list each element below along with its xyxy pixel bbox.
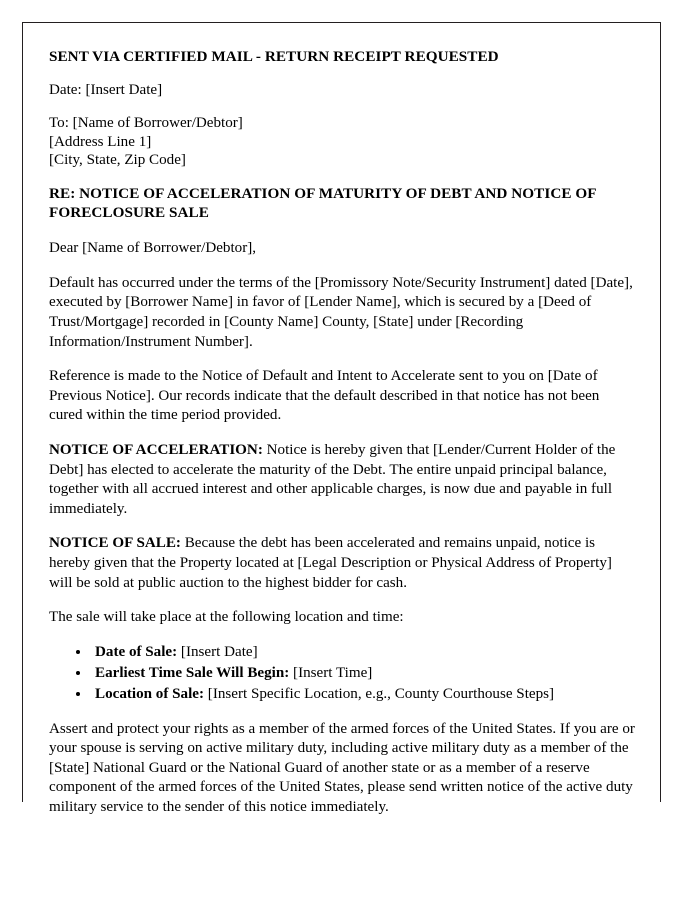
sale-location-intro: The sale will take place at the following location and time: bbox=[49, 609, 404, 626]
recipient-name-line: To: [Name of Borrower/Debtor] bbox=[49, 115, 243, 132]
notice-of-acceleration-body: Notice is hereby given that [Lender/Current Holder of the Debt] has elected to accelerate the maturity of the Debt. The entire unpaid principal balance, together with all accrued interest and other applicable charges, is now due and payable in full immediately. bbox=[49, 441, 616, 517]
location-of-sale-label: Location of Sale: bbox=[95, 685, 205, 702]
notice-of-acceleration-label: NOTICE OF ACCELERATION: bbox=[49, 441, 263, 458]
list-item bbox=[91, 685, 636, 705]
notice-of-sale-label: NOTICE OF SALE: bbox=[49, 535, 181, 552]
notice-of-sale-body: Because the debt has been accelerated and remains unpaid, notice is hereby given that the Property located at [Legal Description or Physical Address of Property] will be sold at public auction to the highest bidder for cash. bbox=[49, 535, 612, 591]
recipient-city-state-zip-line: [City, State, Zip Code] bbox=[49, 152, 186, 169]
date-of-sale-value: [Insert Date] bbox=[177, 643, 258, 660]
paragraph-default-occurred: Default has occurred under the terms of the [Promissory Note/Security Instrument] dated [Date], executed by [Borrower Name] in favor of [Lender Name], which is secured by a [Deed of Trust/Mortgage] recorded in [County Name] County, [State] under [Recording Information/Instrument Number]. bbox=[49, 274, 633, 350]
sale-details-list bbox=[49, 643, 636, 705]
recipient-address-block bbox=[49, 114, 636, 169]
paragraph-military-service-notice: Assert and protect your rights as a member of the armed forces of the United States. If you are or your spouse is serving on active military duty, including active military duty as a member of the [State] National Guard or the National Guard of another state or as a member of a reserve component of the armed forces of the United States, please send written notice of the active duty military service to the sender of this notice immediately. bbox=[49, 720, 635, 816]
list-item bbox=[91, 664, 636, 684]
paragraph-reference-prior-notice: Reference is made to the Notice of Default and Intent to Accelerate sent to you on [Date of Previous Notice]. Our records indicate that the default described in that notice has not been cured within the time period provided. bbox=[49, 368, 600, 424]
location-of-sale-value: [Insert Specific Location, e.g., County Courthouse Steps] bbox=[204, 685, 555, 702]
earliest-time-label: Earliest Time Sale Will Begin: bbox=[95, 664, 290, 681]
earliest-time-value: [Insert Time] bbox=[289, 664, 373, 681]
certified-mail-header: SENT VIA CERTIFIED MAIL - RETURN RECEIPT REQUESTED bbox=[49, 48, 499, 65]
paragraph-notice-of-acceleration bbox=[49, 441, 636, 519]
paragraph-notice-of-sale bbox=[49, 534, 636, 593]
recipient-address-line-1: [Address Line 1] bbox=[49, 133, 152, 150]
salutation: Dear [Name of Borrower/Debtor], bbox=[49, 240, 257, 257]
date-of-sale-label: Date of Sale: bbox=[95, 643, 178, 660]
document-content bbox=[49, 47, 636, 833]
document-page bbox=[22, 22, 661, 816]
date-line: Date: [Insert Date] bbox=[49, 81, 163, 98]
subject-line: RE: NOTICE OF ACCELERATION OF MATURITY OF DEBT AND NOTICE OF FORECLOSURE SALE bbox=[49, 184, 596, 222]
list-item bbox=[91, 643, 636, 663]
